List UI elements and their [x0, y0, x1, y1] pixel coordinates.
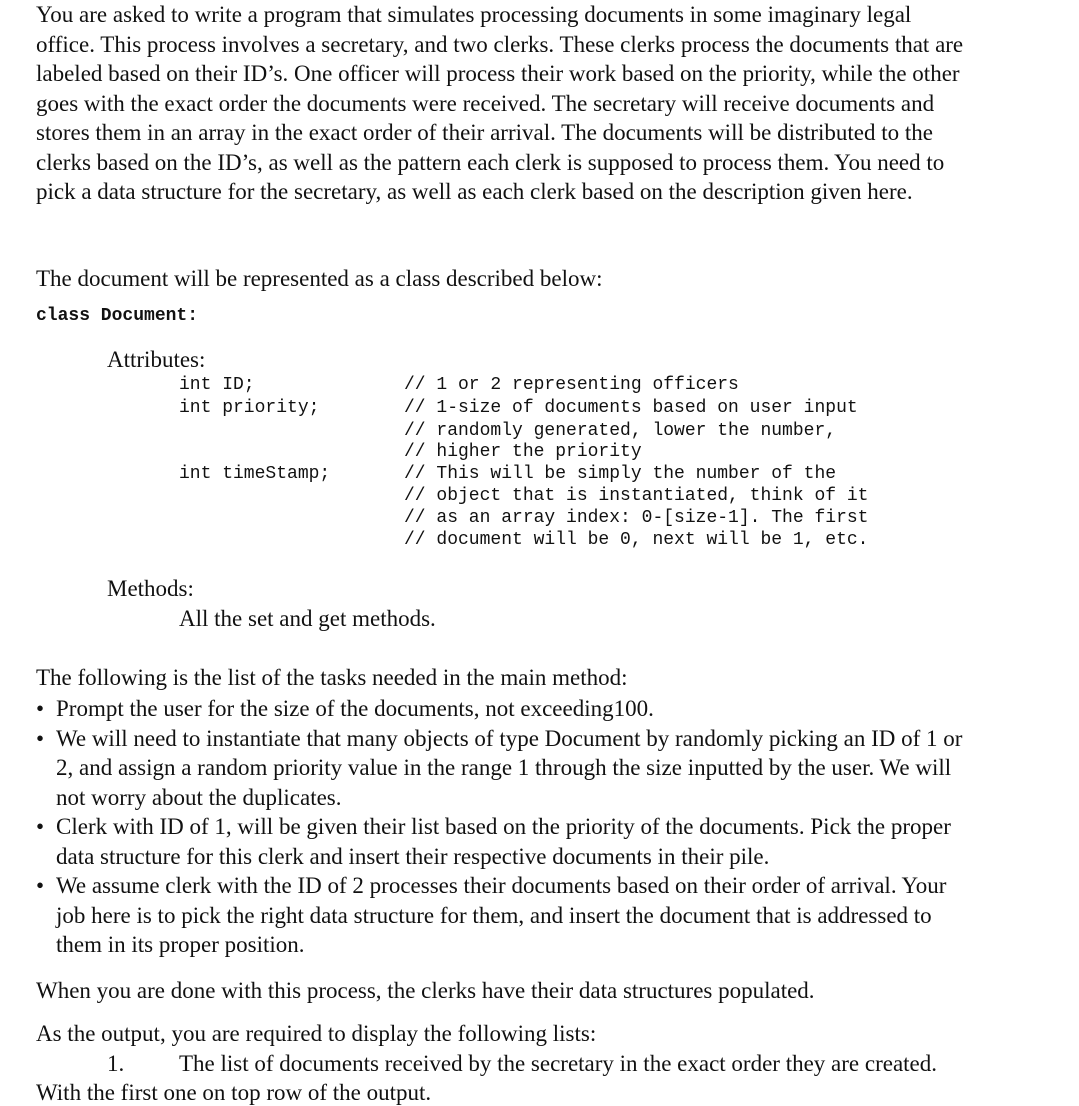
task-item — [36, 812, 976, 871]
task-list — [36, 694, 976, 960]
attributes-label: Attributes: — [107, 347, 206, 372]
methods-text: All the set and get methods. — [179, 606, 436, 631]
task-item — [36, 871, 976, 960]
bullet-icon: • — [36, 696, 45, 721]
methods-label: Methods: — [107, 576, 194, 601]
task-item — [36, 724, 976, 813]
done-text: When you are done with this process, the clerks have their data structures populated. — [36, 978, 815, 1003]
attribute-timestamp-comment-line: // document will be 0, next will be 1, etc. — [404, 530, 869, 550]
output-item-continuation: With the first one on top row of the output. — [36, 1080, 432, 1105]
attribute-priority-comment-line: // randomly generated, lower the number, — [404, 421, 837, 441]
bullet-icon: • — [36, 814, 45, 839]
task-text: Clerk with ID of 1, will be given their list based on the priority of the documents. Pick the proper data structure for this clerk and insert their respective documents in their pile. — [56, 814, 951, 869]
output-intro: As the output, you are required to display the following lists: — [36, 1021, 597, 1046]
bullet-icon: • — [36, 873, 45, 898]
attribute-id-comment: // 1 or 2 representing officers — [404, 375, 739, 395]
class-header: class Document: — [36, 306, 199, 326]
output-item-text: The list of documents received by the secretary in the exact order they are created. — [179, 1051, 938, 1076]
attribute-timestamp-declaration: int timeStamp; — [179, 464, 331, 484]
class-intro-text: The document will be represented as a class described below: — [36, 266, 603, 291]
output-item-number: 1. — [107, 1051, 125, 1076]
attribute-priority-comment-line: // 1-size of documents based on user input — [404, 398, 858, 418]
attribute-timestamp-comment-line: // object that is instantiated, think of it — [404, 486, 869, 506]
task-item — [36, 694, 976, 724]
attribute-timestamp-comment-line: // as an array index: 0-[size-1]. The first — [404, 508, 869, 528]
task-text: Prompt the user for the size of the documents, not exceeding100. — [56, 696, 654, 721]
attribute-priority-comment-line: // higher the priority — [404, 442, 642, 462]
task-text: We assume clerk with the ID of 2 processes their documents based on their order of arrival. Your job here is to pick the right data structure for them, and insert the document that is addressed to them in its proper position. — [56, 873, 947, 957]
tasks-intro: The following is the list of the tasks needed in the main method: — [36, 665, 628, 690]
attribute-timestamp-comment-line: // This will be simply the number of the — [404, 464, 837, 484]
task-text: We will need to instantiate that many objects of type Document by randomly picking an ID of 1 or 2, and assign a random priority value in the range 1 through the size inputted by the user. We will not worry about the duplicates. — [56, 725, 963, 810]
attribute-priority-declaration: int priority; — [179, 398, 320, 418]
bullet-icon: • — [36, 725, 45, 751]
attribute-id-declaration: int ID; — [179, 375, 255, 395]
intro-paragraph: You are asked to write a program that simulates processing documents in some imaginary legal office. This process involves a secretary, and two clerks. These clerks process the documents that are labeled based on their ID’s. One officer will process their work based on the priority, while the other goes with the exact order the documents were received. The secretary will receive documents and stores them in an array in the exact order of their arrival. The documents will be distributed to the clerks based on the ID’s, as well as the pattern each clerk is supposed to process them. You need to pick a data structure for the secretary, as well as each clerk based on the description given here. — [36, 2, 964, 204]
